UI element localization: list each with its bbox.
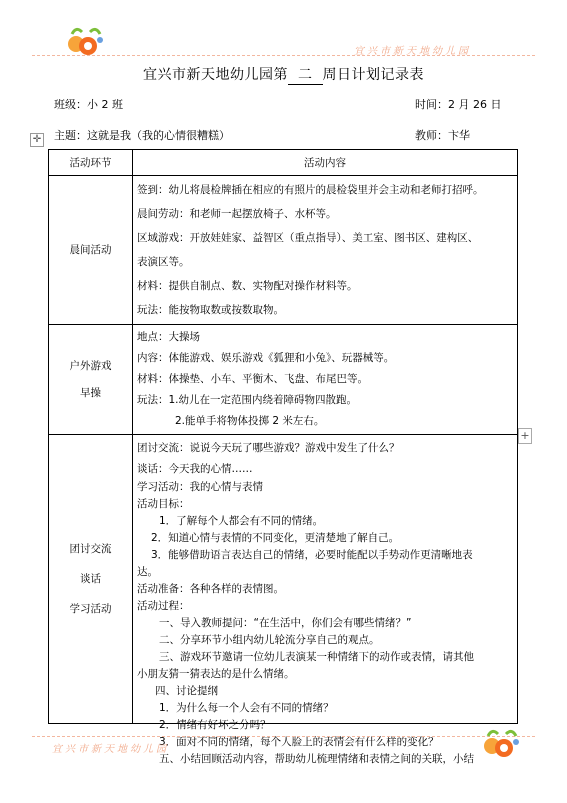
section-label-outdoor [49, 325, 133, 435]
content-line: 材料：提供自制点、数、实物配对操作材料等。 [137, 280, 358, 292]
content-line: 四、讨论提纲 [155, 685, 218, 697]
section-content-outdoor [133, 325, 518, 435]
content-line: 1．为什么每一个人会有不同的情绪？ [159, 702, 334, 714]
section-label-morning [49, 176, 133, 325]
section-content-discussion [133, 435, 518, 765]
content-line: 谈话：今天我的心情…… [137, 463, 253, 475]
kindergarten-logo-top [62, 24, 106, 58]
content-line: 区域游戏：开放娃娃家、益智区（重点指导）、美工室、图书区、建构区、 [137, 232, 479, 244]
header-school-name: 宜兴市新天地幼儿园 [354, 46, 471, 57]
content-line: 表演区等。 [137, 256, 190, 268]
content-line: 1．了解每个人都会有不同的情绪。 [159, 515, 324, 527]
content-line: 活动准备：各种各样的表情图。 [137, 583, 284, 595]
content-line: 内容：体能游戏、娱乐游戏《狐狸和小兔》、玩器械等。 [137, 352, 395, 364]
content-line: 材料：体操垫、小车、平衡木、飞盘、布尾巴等。 [137, 373, 368, 385]
teacher-label: 教师：卞华 [415, 129, 470, 142]
section-label-line: 学习活动 [69, 603, 112, 615]
kindergarten-logo-bottom [478, 726, 522, 760]
content-line: 达。 [137, 566, 158, 578]
title-prefix: 宜兴市新天地幼儿园第 [143, 67, 288, 83]
content-line: 五、小结回顾活动内容，帮助幼儿梳理情绪和表情之间的关联，小结 [159, 753, 474, 765]
content-line: 2．知道心情与表情的不同变化，更清楚地了解自己。 [151, 532, 400, 544]
footer-divider [32, 736, 535, 737]
content-line: 一、导入教师提问：“在生活中，你们会有哪些情绪？” [159, 617, 412, 629]
content-line: 二、分享环节小组内幼儿轮流分享自己的观点。 [159, 634, 380, 646]
content-line: 2．情绪有好坏之分吗？ [159, 719, 271, 731]
title-suffix: 周日计划记录表 [322, 67, 424, 83]
theme-label: 主题：这就是我（我的心情很糟糕） [54, 129, 230, 142]
content-line: 3．面对不同的情绪，每个人脸上的表情会有什么样的变化？ [159, 736, 439, 748]
header-divider [32, 55, 535, 56]
content-line: 活动过程： [137, 600, 190, 612]
footer-school-name: 宜兴市新天地幼儿园 [52, 744, 169, 755]
class-label: 班级：小 2 班 [54, 98, 123, 111]
content-line: 团讨交流：说说今天玩了哪些游戏？游戏中发生了什么？ [137, 442, 400, 454]
section-label-line: 早操 [80, 386, 101, 399]
content-line: 3．能够借助语言表达自己的情绪，必要时能配以手势动作更清晰地表 [151, 549, 473, 561]
section-label-line: 晨间活动 [69, 243, 112, 256]
section-label-line: 谈话 [80, 573, 101, 585]
table-move-handle-icon[interactable]: ✛ [30, 133, 44, 147]
content-line: 学习活动：我的心情与表情 [137, 481, 263, 493]
content-line: 玩法：1.幼儿在一定范围内绕着障碍物四散跑。 [137, 394, 358, 406]
content-line: 晨间劳动：和老师一起摆放椅子、水杯等。 [137, 208, 337, 220]
content-line: 地点：大操场 [137, 331, 200, 343]
content-line: 活动目标： [137, 498, 190, 510]
title-week-number: 二 [288, 64, 323, 85]
content-line: 三、游戏环节邀请一位幼儿表演某一种情绪下的动作或表情，请其他 [159, 651, 474, 663]
section-label-discussion [49, 435, 133, 724]
section-content-morning [133, 176, 518, 325]
section-label-line: 团讨交流 [69, 543, 112, 555]
content-line: 小朋友猜一猜表达的是什么情绪。 [137, 668, 295, 680]
page-title [0, 64, 567, 85]
header-cell-activity-content: 活动内容 [133, 150, 518, 176]
content-line: 玩法：能按物取数或按数取物。 [137, 304, 284, 316]
time-label: 时间：2 月 26 日 [415, 98, 502, 111]
content-line: 签到：幼儿将晨检牌插在相应的有照片的晨检袋里并会主动和老师打招呼。 [137, 184, 484, 196]
add-row-button[interactable]: + [518, 428, 532, 444]
header-cell-activity-section: 活动环节 [49, 150, 133, 176]
section-label-line: 户外游戏 [69, 359, 112, 372]
content-line: 2.能单手将物体投掷 2 米左右。 [175, 415, 325, 427]
